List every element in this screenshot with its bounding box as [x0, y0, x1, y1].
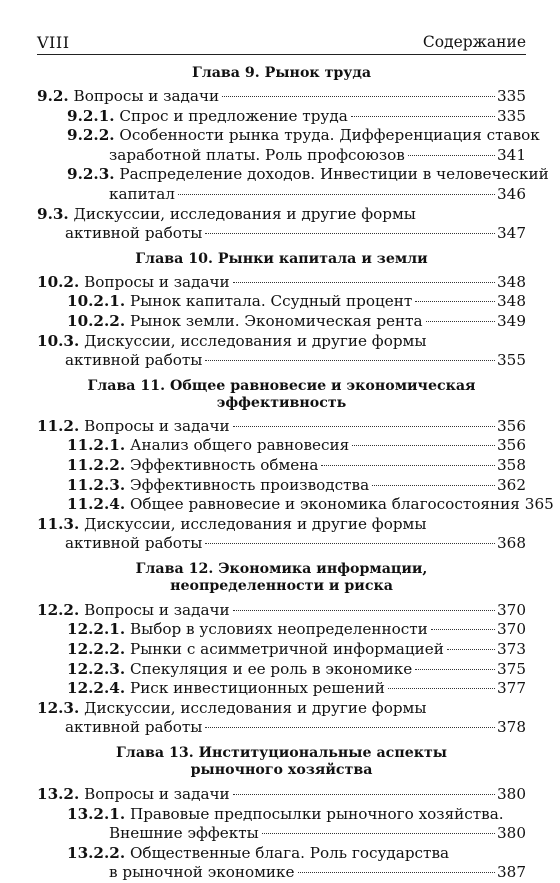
- toc-entry-text: [67, 436, 349, 456]
- dot-leader: [415, 301, 495, 302]
- section-title: Дискуссии, исследования и другие формы: [84, 514, 427, 533]
- page-number: 335: [497, 87, 526, 105]
- toc-entry[interactable]: [37, 515, 526, 554]
- toc-line: [37, 515, 526, 535]
- chapter-title-line: Глава 13. Институциональные аспекты: [116, 745, 447, 762]
- page-number: 349: [497, 311, 526, 330]
- toc-line: [37, 417, 526, 437]
- section-number: 12.2.1.: [67, 620, 126, 639]
- toc-line: [67, 660, 526, 680]
- page-number: 370: [497, 600, 526, 619]
- toc-entry[interactable]: [37, 205, 526, 244]
- chapter-title: [37, 65, 526, 82]
- toc-entry-text: [109, 863, 295, 883]
- toc-entry-text: [67, 476, 369, 496]
- chapter-title-line: рыночного хозяйства: [190, 762, 373, 779]
- dot-leader: [233, 794, 495, 795]
- toc-line: [67, 620, 526, 640]
- toc-line: [67, 107, 526, 127]
- toc-entry[interactable]: [37, 495, 554, 515]
- section-title: Рынок земли. Экономическая рента: [129, 311, 423, 330]
- section-number: 12.3.: [37, 698, 80, 717]
- dot-leader: [415, 669, 495, 670]
- toc-entry[interactable]: [37, 292, 526, 312]
- page-number: 380: [497, 824, 526, 843]
- dot-leader: [233, 282, 495, 283]
- dot-leader: [351, 116, 495, 117]
- toc-entry-text: [37, 515, 426, 535]
- chapter-title: [37, 251, 526, 268]
- dot-leader: [233, 610, 495, 611]
- toc-entry-text: [65, 224, 202, 244]
- chapter-title-line: неопределенности и риска: [170, 577, 393, 594]
- page-number: 365: [524, 495, 554, 514]
- page-number: 335: [497, 106, 526, 125]
- section-number: 11.2.2.: [67, 455, 126, 474]
- section-number: 9.2.1.: [67, 106, 115, 125]
- toc-line: [67, 146, 526, 166]
- section-number: 9.2.2.: [67, 126, 115, 145]
- toc-entry-text: [67, 844, 449, 864]
- running-title: Содержание: [422, 33, 526, 51]
- section-title: Общее равновесие и экономика благосостояния: [129, 495, 520, 514]
- dot-leader: [426, 321, 495, 322]
- section-title: активной работы: [65, 224, 203, 243]
- toc-entry[interactable]: [37, 601, 526, 621]
- dot-leader: [321, 465, 495, 466]
- toc-entry[interactable]: [37, 273, 526, 293]
- section-title: Правовые предпосылки рыночного хозяйства.: [129, 804, 504, 823]
- dot-leader: [298, 872, 495, 873]
- toc-line: [37, 718, 526, 738]
- section-number: 9.3.: [37, 204, 69, 223]
- dot-leader: [408, 155, 495, 156]
- section-title: Вопросы и задачи: [84, 416, 230, 435]
- header-rule: [37, 54, 526, 55]
- section-title: Анализ общего равновесия: [129, 436, 350, 455]
- toc-line: [67, 640, 526, 660]
- section-number: 12.2.2.: [67, 640, 126, 659]
- toc-line: [67, 126, 540, 146]
- dot-leader: [352, 445, 495, 446]
- toc-line: [67, 824, 526, 844]
- dot-leader: [388, 688, 495, 689]
- running-header: [37, 33, 526, 53]
- dot-leader: [205, 727, 495, 728]
- toc-entry[interactable]: [37, 785, 526, 805]
- toc-entry[interactable]: [37, 126, 540, 165]
- section-title: активной работы: [65, 351, 203, 370]
- toc-entry-text: [67, 165, 549, 185]
- section-title: в рыночной экономике: [109, 863, 295, 882]
- page-number: 380: [497, 785, 526, 804]
- dot-leader: [205, 543, 495, 544]
- dot-leader: [447, 649, 495, 650]
- toc-entry-text: [67, 107, 348, 127]
- section-number: 12.2.4.: [67, 679, 126, 698]
- toc-entry-text: [67, 805, 504, 825]
- toc-line: [67, 456, 526, 476]
- toc-entry-text: [37, 785, 230, 805]
- page-number: 387: [497, 863, 526, 882]
- toc-line: [67, 476, 526, 496]
- toc-entry[interactable]: [37, 620, 526, 640]
- page-number: 375: [497, 659, 526, 678]
- toc-entry-text: [37, 601, 230, 621]
- toc-line: [67, 436, 526, 456]
- toc-entry[interactable]: [37, 844, 526, 883]
- toc-entry-text: [65, 351, 202, 371]
- toc-entry-text: [37, 417, 230, 437]
- section-number: 13.2.1.: [67, 804, 126, 823]
- chapter-title-line: Глава 9. Рынок труда: [191, 65, 372, 81]
- page-number: 347: [497, 224, 526, 243]
- section-title: активной работы: [65, 718, 203, 737]
- section-title: Вопросы и задачи: [84, 272, 230, 291]
- toc-entry-text: [65, 718, 202, 738]
- toc-entry[interactable]: [37, 417, 526, 437]
- toc-entry-text: [37, 87, 219, 107]
- toc-line: [37, 224, 526, 244]
- dot-leader: [372, 485, 495, 486]
- section-number: 9.2.: [37, 87, 69, 105]
- toc-line: [37, 601, 526, 621]
- toc-entry[interactable]: [37, 312, 526, 332]
- toc-entry[interactable]: [37, 476, 526, 496]
- section-number: 11.2.: [37, 416, 80, 435]
- toc-line: [37, 273, 526, 293]
- toc-line: [67, 495, 554, 515]
- page-number: 368: [497, 534, 526, 553]
- section-number: 13.2.: [37, 785, 80, 804]
- toc-entry-text: [37, 273, 230, 293]
- toc-entry[interactable]: [37, 332, 526, 371]
- toc-line: [37, 534, 526, 554]
- toc-line: [67, 805, 526, 825]
- page-number: 346: [497, 184, 526, 203]
- section-title: Вопросы и задачи: [84, 785, 230, 804]
- section-number: 12.2.3.: [67, 659, 126, 678]
- toc-line: [37, 87, 526, 107]
- toc-line: [37, 332, 526, 352]
- toc-line: [67, 185, 526, 205]
- page-number: 341: [497, 145, 526, 164]
- table-of-contents: [37, 58, 554, 883]
- dot-leader: [222, 96, 495, 97]
- chapter-title: [37, 378, 526, 412]
- toc-entry[interactable]: [37, 436, 526, 456]
- section-number: 11.2.4.: [67, 495, 126, 514]
- section-title: Внешние эффекты: [109, 824, 259, 843]
- toc-entry-text: [109, 146, 405, 166]
- toc-entry[interactable]: [37, 165, 549, 204]
- page-number: 348: [497, 272, 526, 291]
- toc-entry[interactable]: [37, 107, 526, 127]
- section-title: Риск инвестиционных решений: [129, 679, 385, 698]
- toc-entry-text: [67, 456, 318, 476]
- toc-entry-text: [67, 620, 428, 640]
- toc-entry-text: [37, 332, 426, 352]
- page-number: 377: [497, 679, 526, 698]
- toc-entry-text: [67, 292, 412, 312]
- section-number: 11.2.1.: [67, 436, 126, 455]
- toc-entry-text: [67, 126, 540, 146]
- page-number: 355: [497, 351, 526, 370]
- section-title: заработной платы. Роль профсоюзов: [109, 145, 405, 164]
- toc-line: [67, 165, 549, 185]
- toc-entry-text: [67, 660, 412, 680]
- section-title: Эффективность обмена: [129, 455, 319, 474]
- section-title: Распределение доходов. Инвестиции в человеческий: [119, 165, 549, 184]
- section-title: Дискуссии, исследования и другие формы: [84, 698, 427, 717]
- chapter-title-line: Глава 10. Рынки капитала и земли: [135, 250, 428, 267]
- section-title: Дискуссии, исследования и другие формы: [84, 331, 427, 350]
- section-number: 9.2.3.: [67, 165, 115, 184]
- dot-leader: [178, 194, 495, 195]
- section-title: Общественные блага. Роль государства: [129, 843, 450, 862]
- page-number: 356: [497, 436, 526, 455]
- toc-line: [67, 312, 526, 332]
- toc-entry-text: [109, 824, 259, 844]
- dot-leader: [431, 629, 495, 630]
- dot-leader: [205, 233, 495, 234]
- section-title: капитал: [109, 184, 175, 203]
- chapter-title-line: Глава 11. Общее равновесие и экономическая эффективность: [87, 377, 476, 411]
- toc-entry-text: [109, 185, 175, 205]
- page-number: 370: [497, 620, 526, 639]
- toc-entry[interactable]: [37, 805, 526, 844]
- section-title: Особенности рынка труда. Дифференциация ставок: [119, 126, 540, 145]
- section-title: Спрос и предложение труда: [119, 106, 348, 125]
- toc-line: [37, 205, 526, 225]
- section-title: Выбор в условиях неопределенности: [129, 620, 428, 639]
- section-title: Дискуссии, исследования и другие формы: [73, 204, 416, 223]
- page-number: 373: [497, 640, 526, 659]
- toc-entry-text: [67, 495, 520, 515]
- section-title: активной работы: [65, 534, 203, 553]
- toc-entry-text: [65, 534, 202, 554]
- section-title: Рынок капитала. Ссудный процент: [129, 292, 413, 311]
- toc-entry-text: [67, 640, 444, 660]
- toc-entry[interactable]: [37, 456, 526, 476]
- toc-entry[interactable]: [37, 660, 526, 680]
- section-number: 12.2.: [37, 600, 80, 619]
- toc-line: [67, 679, 526, 699]
- dot-leader: [233, 426, 495, 427]
- section-title: Эффективность производства: [129, 475, 370, 494]
- page-number: 356: [497, 416, 526, 435]
- toc-entry-text: [67, 312, 423, 332]
- toc-entry-text: [37, 205, 416, 225]
- toc-line: [67, 292, 526, 312]
- chapter-title-line: Глава 12. Экономика информации,: [135, 560, 428, 577]
- toc-line: [37, 699, 526, 719]
- dot-leader: [262, 833, 495, 834]
- toc-entry[interactable]: [37, 699, 526, 738]
- section-number: 11.2.3.: [67, 475, 126, 494]
- section-title: Рынки с асимметричной информацией: [129, 640, 444, 659]
- toc-line: [37, 785, 526, 805]
- chapter-title: [37, 561, 526, 595]
- dot-leader: [205, 360, 495, 361]
- toc-line: [67, 844, 526, 864]
- section-title: Вопросы и задачи: [73, 87, 220, 105]
- page-number: 378: [497, 718, 526, 737]
- page-number: 362: [497, 475, 526, 494]
- section-number: 10.3.: [37, 331, 80, 350]
- section-number: 10.2.2.: [67, 311, 126, 330]
- toc-entry[interactable]: [37, 679, 526, 699]
- page-number-roman: VIII: [37, 33, 70, 52]
- section-number: 11.3.: [37, 514, 80, 533]
- section-title: Вопросы и задачи: [84, 600, 230, 619]
- section-number: 13.2.2.: [67, 843, 126, 862]
- page-number: 348: [497, 292, 526, 311]
- section-number: 10.2.1.: [67, 292, 126, 311]
- toc-line: [37, 351, 526, 371]
- chapter-title: [37, 745, 526, 779]
- toc-line: [67, 863, 526, 883]
- section-number: 10.2.: [37, 272, 80, 291]
- toc-entry[interactable]: [37, 87, 526, 107]
- toc-entry-text: [67, 679, 385, 699]
- toc-entry-text: [37, 699, 426, 719]
- page-number: 358: [497, 455, 526, 474]
- toc-entry[interactable]: [37, 640, 526, 660]
- section-title: Спекуляция и ее роль в экономике: [129, 659, 413, 678]
